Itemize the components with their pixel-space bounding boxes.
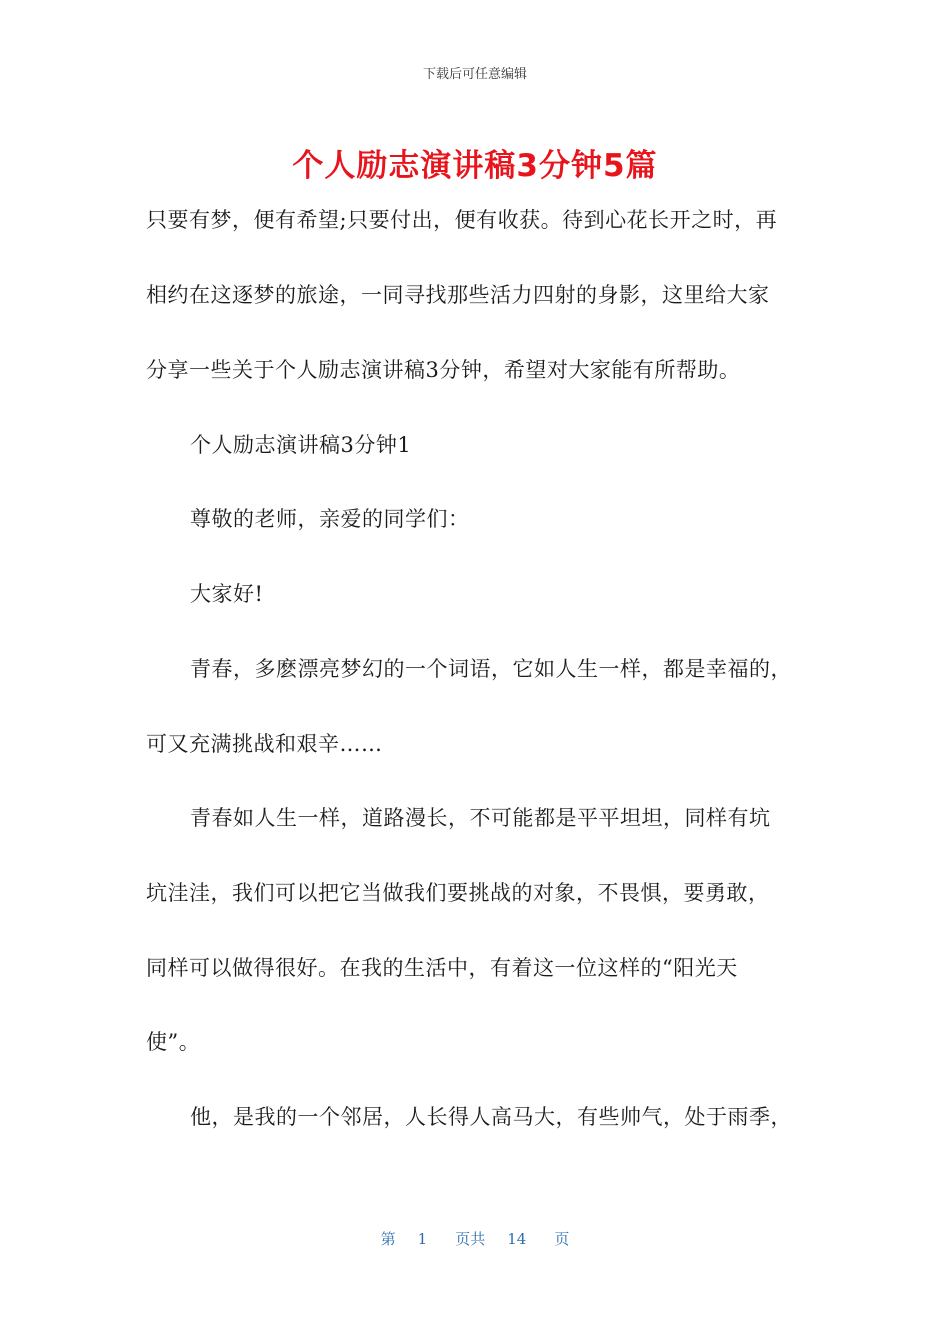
paragraph-line: 坑洼洼，我们可以把它当做我们要挑战的对象，不畏惧，要勇敢， xyxy=(146,881,770,905)
paragraph-line: 青春，多麽漂亮梦幻的一个词语，它如人生一样，都是幸福的， xyxy=(190,657,792,681)
footer-current-page: 1 xyxy=(417,1230,428,1248)
paragraph-line: 可又充满挑战和艰辛…… xyxy=(146,732,383,756)
greeting: 大家好! xyxy=(190,582,264,606)
header-note: 下载后可任意编辑 xyxy=(422,67,527,82)
paragraph-line: 相约在这逐梦的旅途，一同寻找那些活力四射的身影，这里给大家 xyxy=(146,283,770,307)
page-footer xyxy=(0,1229,950,1249)
paragraph-line: 他，是我的一个邻居，人长得人高马大，有些帅气，处于雨季， xyxy=(190,1105,792,1129)
footer-mid: 页共 xyxy=(455,1230,486,1248)
paragraph-line: 青春如人生一样，道路漫长，不可能都是平平坦坦，同样有坑 xyxy=(190,806,771,830)
section-heading: 个人励志演讲稿3分钟1 xyxy=(190,433,412,457)
salutation: 尊敬的老师，亲爱的同学们： xyxy=(190,507,470,531)
footer-total-pages: 14 xyxy=(507,1230,527,1248)
paragraph-line: 只要有梦，便有希望;只要付出，便有收获。待到心花长开之时，再 xyxy=(146,208,778,232)
footer-suffix: 页 xyxy=(554,1230,570,1248)
paragraph-line: 同样可以做得很好。在我的生活中，有着这一位这样的“阳光天 xyxy=(146,956,738,980)
footer-prefix: 第 xyxy=(380,1230,396,1248)
document-title: 个人励志演讲稿3分钟5篇 xyxy=(292,148,658,184)
paragraph-line: 使”。 xyxy=(146,1030,201,1054)
paragraph-line: 分享一些关于个人励志演讲稿3分钟，希望对大家能有所帮助。 xyxy=(146,358,741,382)
